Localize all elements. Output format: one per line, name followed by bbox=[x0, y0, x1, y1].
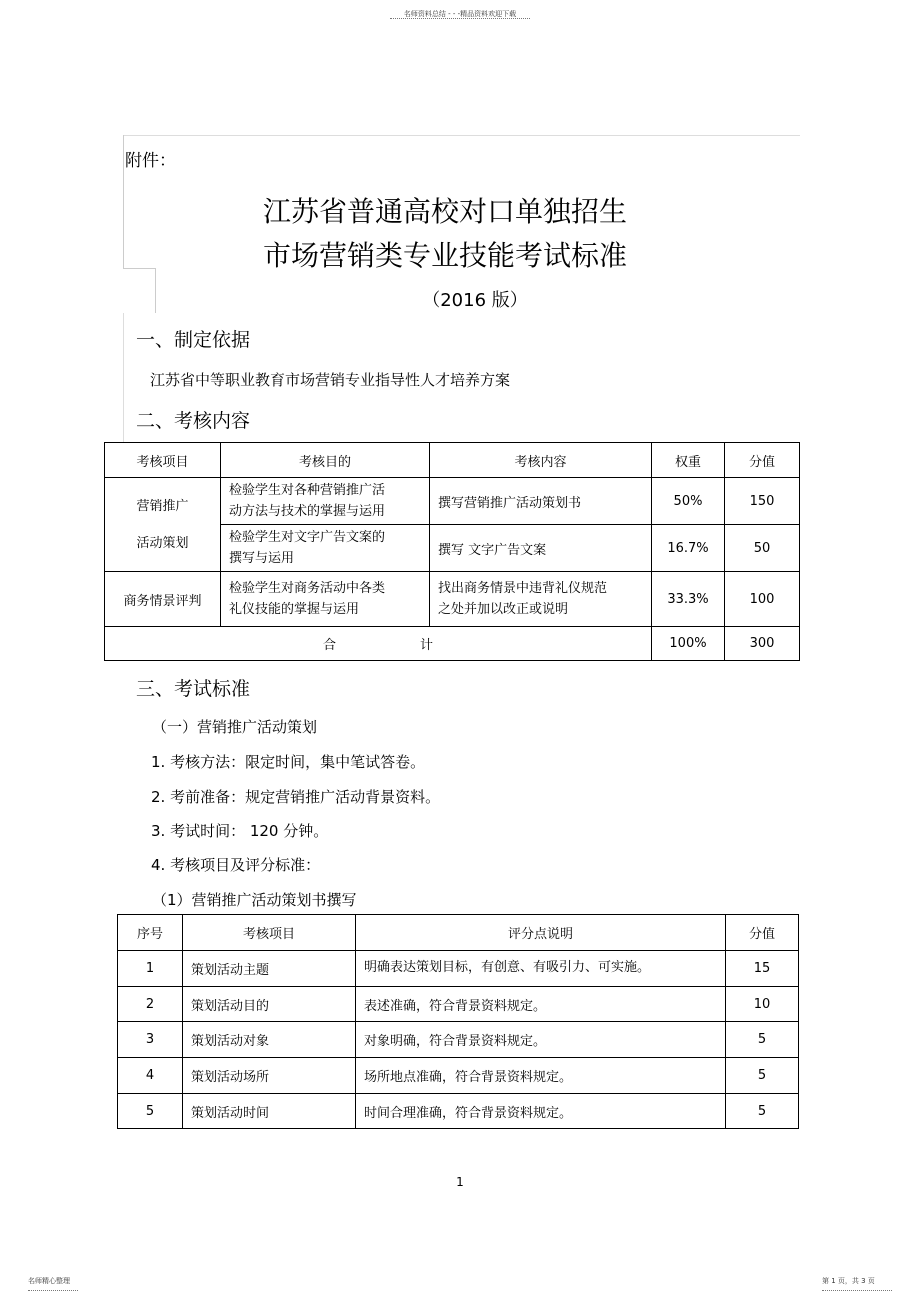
doc-title-line2: 市场营销类专业技能考试标准 bbox=[262, 239, 627, 272]
table-cell: 16.7% bbox=[652, 525, 725, 572]
header-divider bbox=[390, 18, 530, 19]
table-cell bbox=[221, 525, 430, 572]
table-cell: 策划活动时间 bbox=[183, 1094, 356, 1129]
table-total-row bbox=[105, 627, 800, 661]
list-item: 1. 考核方法：限定时间，集中笔试答卷。 bbox=[151, 753, 426, 771]
cell-line: 检验学生对文字广告文案的 bbox=[229, 530, 386, 545]
subsection-heading: （1）营销推广活动策划书撰写 bbox=[152, 891, 357, 909]
table-header-cell: 考核内容 bbox=[430, 443, 652, 478]
table-cell bbox=[221, 478, 430, 525]
table-cell: 1 bbox=[118, 951, 183, 987]
total-label-part: 合 bbox=[322, 638, 336, 653]
table-cell: 表述准确，符合背景资料规定。 bbox=[356, 987, 726, 1022]
table-header-cell: 权重 bbox=[652, 443, 725, 478]
table-cell: 15 bbox=[726, 951, 799, 987]
list-item: 4. 考核项目及评分标准： bbox=[151, 856, 321, 874]
cell-line: 营销推广 bbox=[136, 498, 189, 514]
table-row bbox=[105, 478, 800, 525]
doc-version: （2016 版） bbox=[422, 290, 528, 311]
table-header-row bbox=[105, 443, 800, 478]
cell-line: 之处并加以改正或说明 bbox=[438, 602, 569, 617]
table-cell: 4 bbox=[118, 1058, 183, 1094]
footer-divider bbox=[28, 1290, 78, 1291]
table-header-cell: 考核项目 bbox=[183, 915, 356, 951]
total-label-part: 计 bbox=[420, 638, 434, 653]
frame-line bbox=[123, 135, 800, 136]
table-cell: 5 bbox=[726, 1058, 799, 1094]
cell-line: 检验学生对各种营销推广活 bbox=[229, 483, 386, 498]
table-cell: 100 bbox=[725, 572, 800, 627]
footer-page-count: 第 1 页，共 3 页 bbox=[822, 1277, 875, 1285]
table-header-cell: 考核项目 bbox=[105, 443, 221, 478]
table-cell: 3 bbox=[118, 1022, 183, 1058]
table-total-label bbox=[105, 627, 652, 661]
footer-left-note: 名师精心整理 bbox=[28, 1277, 70, 1285]
table-cell: 策划活动目的 bbox=[183, 987, 356, 1022]
table-cell: 策划活动对象 bbox=[183, 1022, 356, 1058]
list-item: 2. 考前准备：规定营销推广活动背景资料。 bbox=[151, 788, 441, 806]
section-heading-content: 二、考核内容 bbox=[136, 410, 251, 432]
table-cell: 50 bbox=[725, 525, 800, 572]
table-header-cell: 分值 bbox=[726, 915, 799, 951]
assessment-content-table bbox=[104, 442, 800, 661]
table-row bbox=[118, 1022, 799, 1058]
table-cell: 明确表达策划目标，有创意、有吸引力、可实施。 bbox=[356, 951, 726, 987]
table-cell bbox=[430, 572, 652, 627]
section-basis-text: 江苏省中等职业教育市场营销专业指导性人才培养方案 bbox=[150, 371, 511, 389]
attachment-label: 附件： bbox=[125, 151, 176, 171]
table-row bbox=[118, 987, 799, 1022]
subsection-heading: （一）营销推广活动策划 bbox=[152, 718, 318, 736]
cell-line: 礼仪技能的掌握与运用 bbox=[229, 602, 360, 617]
table-header-row bbox=[118, 915, 799, 951]
table-cell: 商务情景评判 bbox=[105, 572, 221, 627]
footer-divider bbox=[822, 1290, 892, 1291]
scoring-standard-table bbox=[117, 914, 799, 1129]
table-cell: 2 bbox=[118, 987, 183, 1022]
table-cell bbox=[221, 572, 430, 627]
table-header-cell: 序号 bbox=[118, 915, 183, 951]
table-row bbox=[118, 1094, 799, 1129]
table-row bbox=[105, 572, 800, 627]
table-header-cell: 考核目的 bbox=[221, 443, 430, 478]
table-cell: 5 bbox=[118, 1094, 183, 1129]
table-cell: 5 bbox=[726, 1094, 799, 1129]
header-note: 名师资料总结 - - -精品资料欢迎下载 bbox=[403, 10, 517, 18]
table-cell: 撰写营销推广活动策划书 bbox=[430, 478, 652, 525]
table-header-cell: 分值 bbox=[725, 443, 800, 478]
list-item: 3. 考试时间： 120 分钟。 bbox=[151, 822, 329, 840]
table-cell: 50% bbox=[652, 478, 725, 525]
table-cell: 100% bbox=[652, 627, 725, 661]
table-cell: 33.3% bbox=[652, 572, 725, 627]
table-cell: 150 bbox=[725, 478, 800, 525]
cell-line: 找出商务情景中违背礼仪规范 bbox=[438, 581, 608, 596]
cell-line: 检验学生对商务活动中各类 bbox=[229, 581, 386, 596]
table-row bbox=[118, 1058, 799, 1094]
table-cell: 策划活动场所 bbox=[183, 1058, 356, 1094]
cell-line: 动方法与技术的掌握与运用 bbox=[229, 504, 386, 519]
section-heading-standard: 三、考试标准 bbox=[136, 678, 251, 700]
table-cell: 5 bbox=[726, 1022, 799, 1058]
table-cell bbox=[105, 478, 221, 572]
frame-line bbox=[123, 313, 124, 443]
page-number: 1 bbox=[456, 1175, 464, 1189]
section-heading-basis: 一、制定依据 bbox=[136, 329, 251, 351]
table-cell: 10 bbox=[726, 987, 799, 1022]
table-cell: 对象明确，符合背景资料规定。 bbox=[356, 1022, 726, 1058]
table-cell: 策划活动主题 bbox=[183, 951, 356, 987]
table-cell: 时间合理准确，符合背景资料规定。 bbox=[356, 1094, 726, 1129]
doc-title-line1: 江苏省普通高校对口单独招生 bbox=[262, 195, 627, 228]
cell-line: 活动策划 bbox=[136, 535, 189, 551]
table-cell: 300 bbox=[725, 627, 800, 661]
table-cell: 场所地点准确，符合背景资料规定。 bbox=[356, 1058, 726, 1094]
table-header-cell: 评分点说明 bbox=[356, 915, 726, 951]
table-cell: 撰写 文字广告文案 bbox=[430, 525, 652, 572]
table-row bbox=[118, 951, 799, 987]
cell-line: 撰写与运用 bbox=[229, 551, 295, 566]
